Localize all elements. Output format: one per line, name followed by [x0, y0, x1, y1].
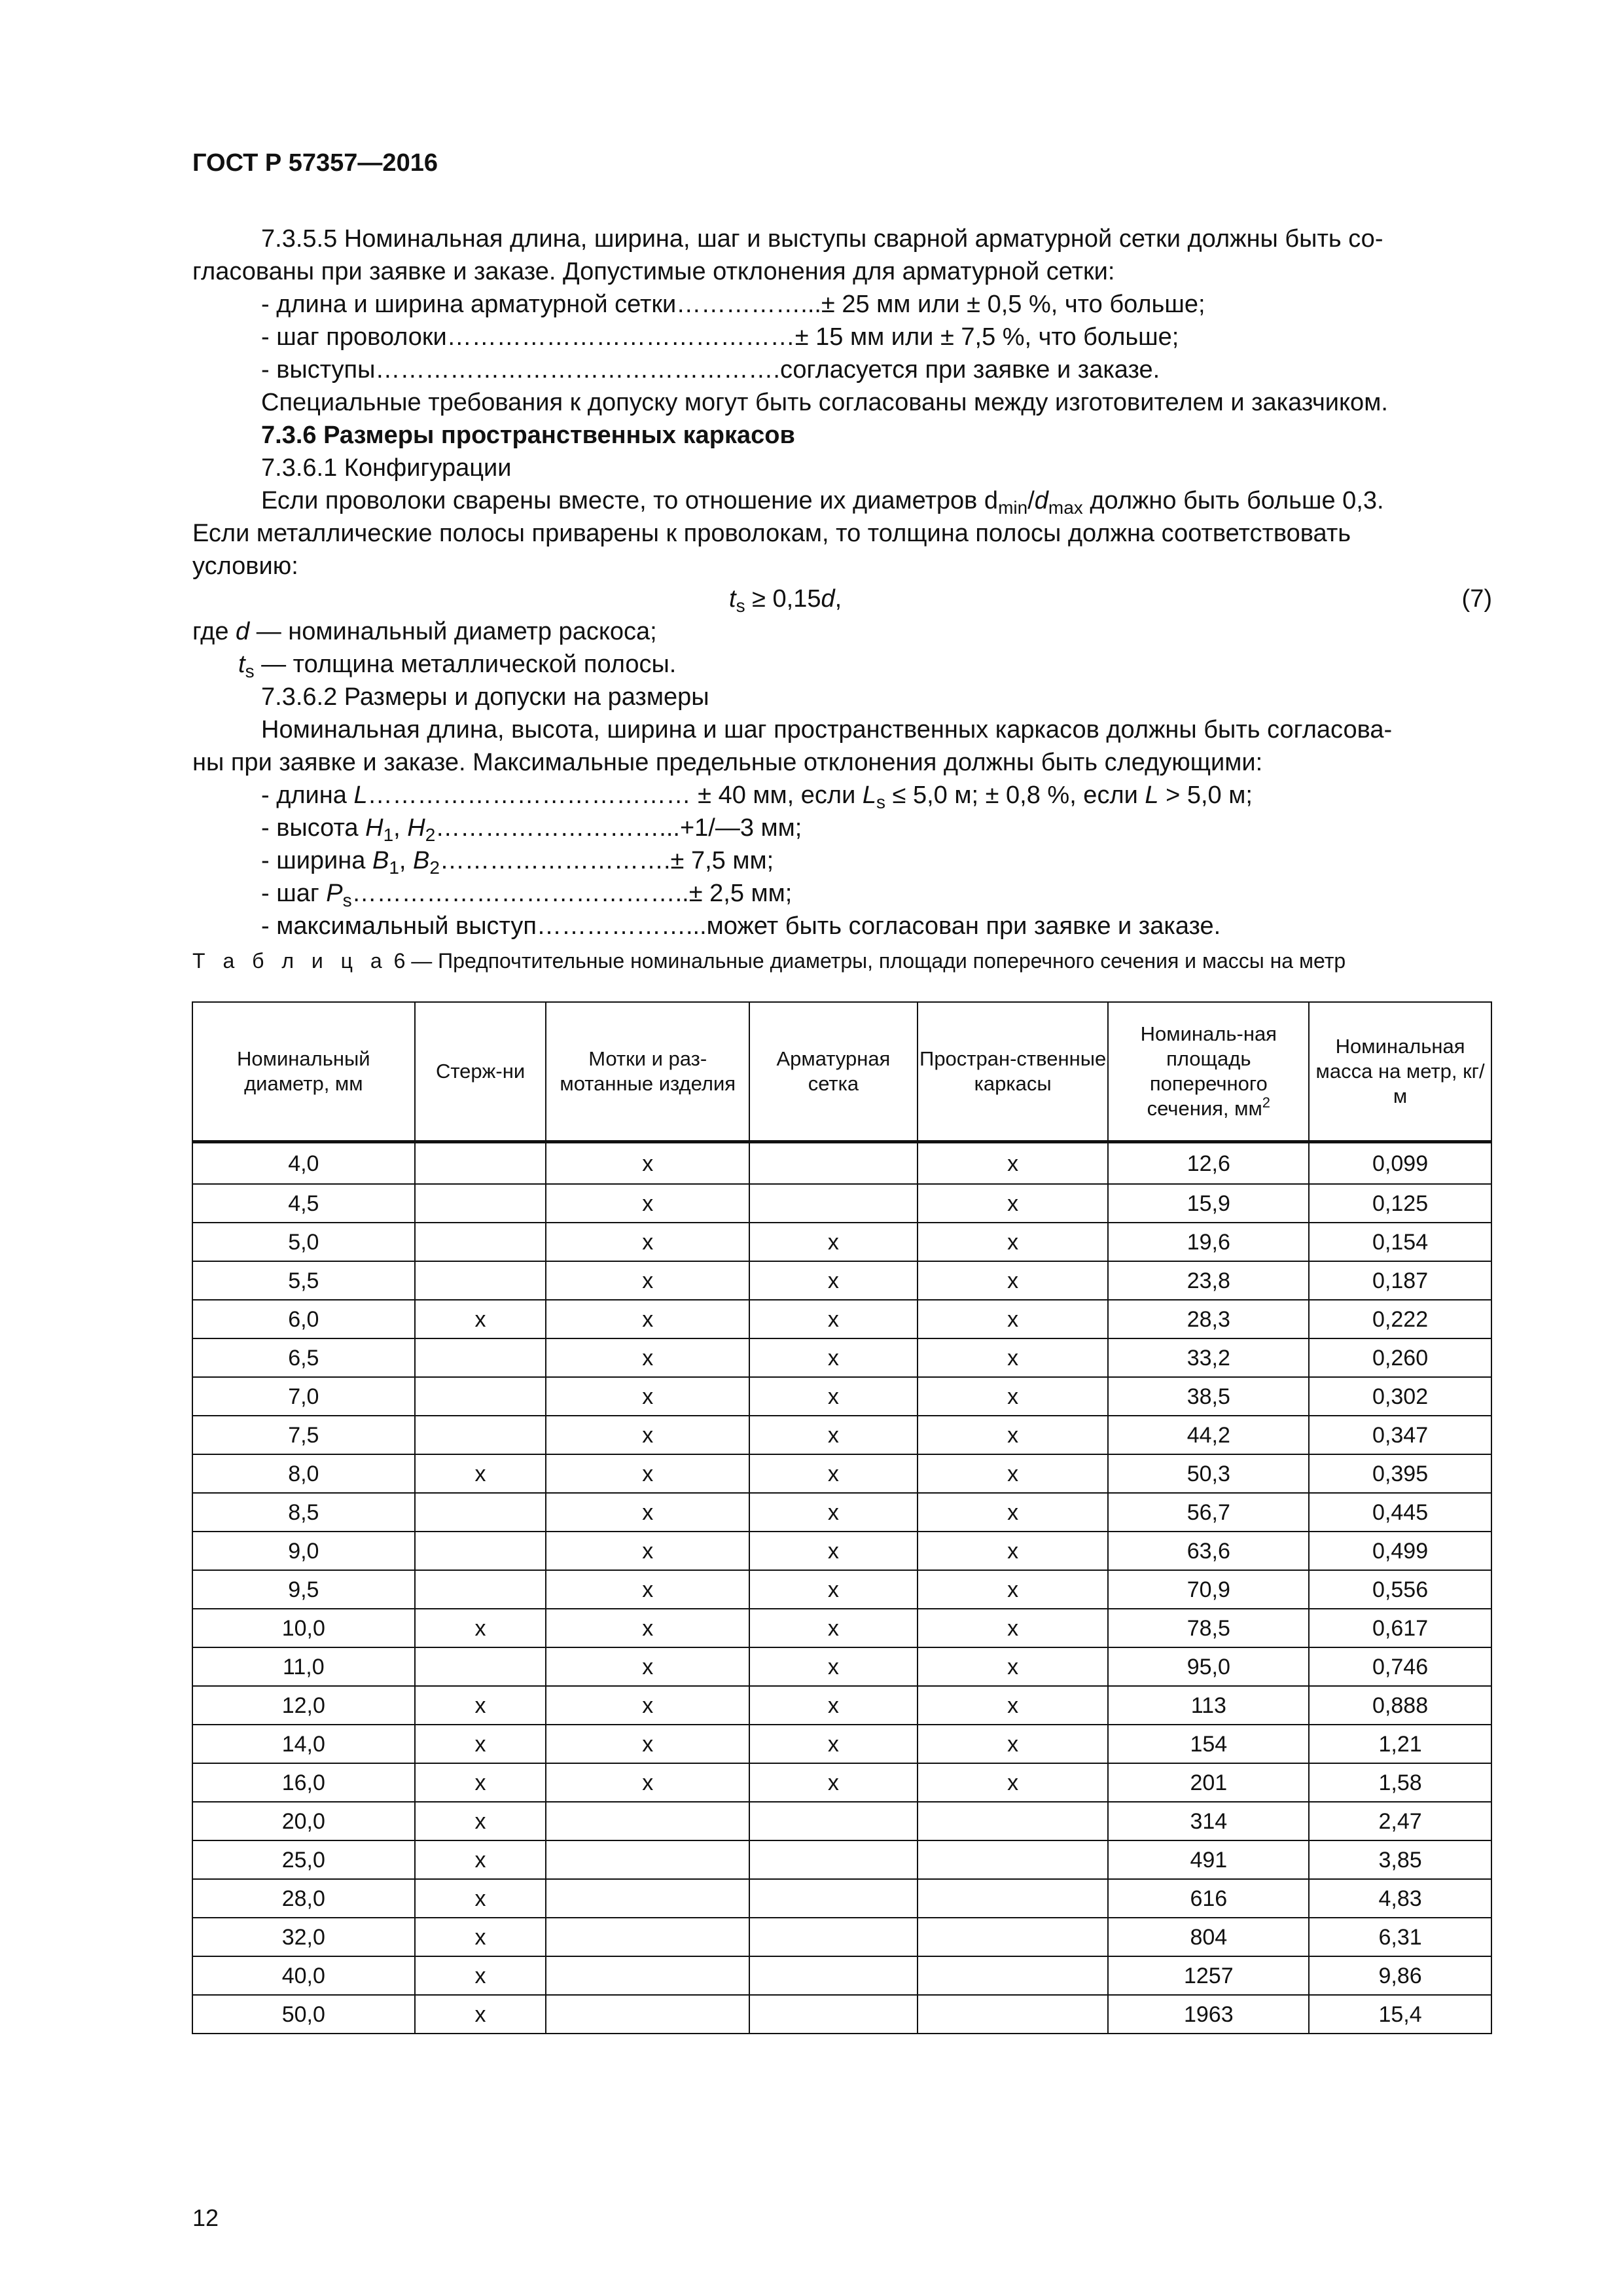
cell-mesh: [749, 1840, 918, 1879]
cell-area: 23,8: [1108, 1261, 1309, 1300]
cell-mass: 3,85: [1309, 1840, 1491, 1879]
text-run: - ширина: [261, 847, 372, 874]
table-row: [192, 1802, 1491, 1840]
table-row: [192, 1377, 1491, 1416]
subscript: s: [245, 661, 255, 681]
table-caption-label: Т а б л и ц а: [192, 949, 388, 973]
cell-mesh: x: [749, 1570, 918, 1609]
text-run: - шаг: [261, 880, 327, 907]
cell-rods: x: [415, 1879, 546, 1918]
paragraph-7355: [192, 223, 1492, 255]
cell-frames: x: [918, 1725, 1109, 1763]
cell-coils: x: [546, 1454, 749, 1493]
text-line: 7.3.5.5 Номинальная длина, ширина, шаг и выступы сварной арматурной сетки должны быть со-: [261, 225, 1383, 253]
cell-area: 12,6: [1108, 1142, 1309, 1185]
cell-mesh: x: [749, 1647, 918, 1686]
cell-mass: 1,21: [1309, 1725, 1491, 1763]
cell-mesh: [749, 1184, 918, 1223]
cell-mass: 0,556: [1309, 1570, 1491, 1609]
text-run: ≤ 5,0 м; ± 0,8 %, если: [885, 781, 1145, 809]
cell-area: 15,9: [1108, 1184, 1309, 1223]
italic-symbol: L: [1145, 781, 1159, 809]
subscript: 2: [425, 825, 436, 845]
header-label: Номиналь-ная площадь поперечного сечения, мм: [1140, 1022, 1277, 1120]
cell-frames: x: [918, 1223, 1109, 1261]
subsection-heading-7362: 7.3.6.2 Размеры и допуски на размеры: [261, 683, 709, 711]
list-item-width: [192, 844, 1492, 877]
cell-frames: [918, 1879, 1109, 1918]
table-row: [192, 1300, 1491, 1338]
cell-rods: x: [415, 1956, 546, 1995]
list-item: - шаг проволоки……………………………………± 15 мм или ± 7,5 %, что больше;: [261, 323, 1179, 351]
cell-diameter: 9,5: [192, 1570, 415, 1609]
cell-mesh: [749, 1995, 918, 2034]
cell-mesh: [749, 1956, 918, 1995]
header-label: Арматурная сетка: [776, 1047, 891, 1095]
paragraph-7355-cont: [192, 255, 1492, 288]
cell-diameter: 11,0: [192, 1647, 415, 1686]
subscript: min: [998, 497, 1028, 518]
cell-coils: x: [546, 1609, 749, 1647]
cell-mesh: x: [749, 1300, 918, 1338]
cell-coils: x: [546, 1763, 749, 1802]
cell-coils: x: [546, 1570, 749, 1609]
cell-coils: x: [546, 1184, 749, 1223]
header-coils: [546, 1002, 749, 1142]
header-label: Простран-ственные каркасы: [919, 1047, 1107, 1095]
table-row: [192, 1879, 1491, 1918]
cell-diameter: 16,0: [192, 1763, 415, 1802]
cell-diameter: 20,0: [192, 1802, 415, 1840]
cell-rods: [415, 1416, 546, 1454]
cell-mesh: x: [749, 1532, 918, 1570]
table-row: [192, 1725, 1491, 1763]
cell-rods: x: [415, 1918, 546, 1956]
cell-mass: 0,302: [1309, 1377, 1491, 1416]
cell-mass: 4,83: [1309, 1879, 1491, 1918]
cell-diameter: 8,0: [192, 1454, 415, 1493]
cell-area: 491: [1108, 1840, 1309, 1879]
cell-area: 28,3: [1108, 1300, 1309, 1338]
cell-rods: x: [415, 1802, 546, 1840]
cell-rods: x: [415, 1454, 546, 1493]
cell-mass: 15,4: [1309, 1995, 1491, 2034]
text-run: ,: [399, 847, 414, 874]
cell-coils: x: [546, 1142, 749, 1185]
cell-area: 1257: [1108, 1956, 1309, 1995]
cell-diameter: 40,0: [192, 1956, 415, 1995]
table-row: [192, 1918, 1491, 1956]
data-table: [192, 1001, 1492, 2034]
cell-diameter: 25,0: [192, 1840, 415, 1879]
text-run: должно быть больше 0,3.: [1082, 487, 1384, 514]
formula-row: [192, 583, 1492, 615]
cell-frames: x: [918, 1184, 1109, 1223]
cell-area: 63,6: [1108, 1532, 1309, 1570]
cell-mesh: x: [749, 1338, 918, 1377]
cell-mass: 0,888: [1309, 1686, 1491, 1725]
cell-rods: [415, 1338, 546, 1377]
cell-coils: x: [546, 1261, 749, 1300]
paragraph-special: Специальные требования к допуску могут быть согласованы между изготовителем и заказчиком.: [261, 389, 1388, 416]
cell-frames: x: [918, 1377, 1109, 1416]
cell-frames: x: [918, 1261, 1109, 1300]
cell-area: 314: [1108, 1802, 1309, 1840]
cell-area: 804: [1108, 1918, 1309, 1956]
section-heading-736: 7.3.6 Размеры пространственных каркасов: [261, 422, 795, 449]
cell-frames: x: [918, 1609, 1109, 1647]
cell-coils: x: [546, 1647, 749, 1686]
cell-mass: 0,187: [1309, 1261, 1491, 1300]
cell-mesh: x: [749, 1261, 918, 1300]
cell-mesh: x: [749, 1763, 918, 1802]
subscript: 1: [389, 857, 399, 878]
table-row: [192, 1647, 1491, 1686]
cell-coils: x: [546, 1493, 749, 1532]
list-item-pitch: [192, 877, 1492, 910]
cell-frames: x: [918, 1300, 1109, 1338]
cell-mesh: [749, 1142, 918, 1185]
cell-rods: x: [415, 1995, 546, 2034]
body-text: [192, 223, 1492, 942]
list-item-height: [192, 812, 1492, 844]
cell-frames: x: [918, 1763, 1109, 1802]
header-label: Стерж-ни: [435, 1060, 526, 1083]
subsection-heading-7361: 7.3.6.1 Конфигурации: [261, 454, 512, 482]
cell-mass: 0,395: [1309, 1454, 1491, 1493]
cell-rods: [415, 1223, 546, 1261]
cell-mass: 0,222: [1309, 1300, 1491, 1338]
list-item: - выступы………………………………………….согласуется при заявке и заказе.: [261, 356, 1160, 384]
cell-coils: x: [546, 1377, 749, 1416]
cell-coils: x: [546, 1300, 749, 1338]
cell-area: 154: [1108, 1725, 1309, 1763]
cell-mass: 0,746: [1309, 1647, 1491, 1686]
list-item: - длина и ширина арматурной сетки……………...± 25 мм или ± 0,5 %, что больше;: [261, 291, 1205, 318]
header-label: Номинальный диаметр, мм: [237, 1047, 370, 1095]
italic-symbol: d: [1034, 487, 1048, 514]
cell-diameter: 7,5: [192, 1416, 415, 1454]
cell-diameter: 10,0: [192, 1609, 415, 1647]
cell-coils: [546, 1840, 749, 1879]
cell-area: 50,3: [1108, 1454, 1309, 1493]
cell-area: 78,5: [1108, 1609, 1309, 1647]
cell-area: 38,5: [1108, 1377, 1309, 1416]
text-run: ≥ 0,15: [745, 585, 821, 613]
text-run: - высота: [261, 814, 366, 842]
cell-mesh: x: [749, 1454, 918, 1493]
subscript: s: [876, 792, 886, 812]
table-caption-text: 6 — Предпочтительные номинальные диаметры, площади поперечного сечения и массы на метр: [387, 949, 1346, 973]
cell-mass: 9,86: [1309, 1956, 1491, 1995]
cell-area: 1963: [1108, 1995, 1309, 2034]
subscript: max: [1048, 497, 1083, 518]
cell-rods: [415, 1532, 546, 1570]
cell-coils: [546, 1802, 749, 1840]
cell-rods: x: [415, 1725, 546, 1763]
cell-area: 44,2: [1108, 1416, 1309, 1454]
text-run: — номинальный диаметр раскоса;: [249, 618, 657, 645]
cell-area: 95,0: [1108, 1647, 1309, 1686]
table-row: [192, 1956, 1491, 1995]
ts-definition: [192, 648, 1492, 681]
cell-coils: [546, 1918, 749, 1956]
cell-diameter: 7,0: [192, 1377, 415, 1416]
italic-symbol: H: [365, 814, 383, 842]
cell-rods: x: [415, 1763, 546, 1802]
table-row: [192, 1261, 1491, 1300]
cell-frames: [918, 1995, 1109, 2034]
cell-area: 201: [1108, 1763, 1309, 1802]
cell-diameter: 8,5: [192, 1493, 415, 1532]
cell-area: 616: [1108, 1879, 1309, 1918]
cell-rods: [415, 1184, 546, 1223]
table-caption: [192, 949, 1346, 973]
text-run: ………………………...+1/—3 мм;: [435, 814, 802, 842]
paragraph-strip-cont: условию:: [192, 552, 298, 580]
cell-mesh: x: [749, 1686, 918, 1725]
cell-mesh: [749, 1918, 918, 1956]
subscript: 1: [383, 825, 394, 845]
cell-mesh: [749, 1879, 918, 1918]
header-rods: [415, 1002, 546, 1142]
cell-rods: x: [415, 1840, 546, 1879]
italic-symbol: d: [821, 585, 835, 613]
cell-mass: 2,47: [1309, 1802, 1491, 1840]
cell-frames: x: [918, 1532, 1109, 1570]
subscript: s: [342, 890, 352, 910]
cell-mesh: x: [749, 1609, 918, 1647]
table-row: [192, 1609, 1491, 1647]
cell-diameter: 50,0: [192, 1995, 415, 2034]
cell-diameter: 9,0: [192, 1532, 415, 1570]
cell-mesh: x: [749, 1416, 918, 1454]
cell-mesh: x: [749, 1223, 918, 1261]
cell-mass: 0,499: [1309, 1532, 1491, 1570]
cell-frames: [918, 1956, 1109, 1995]
cell-diameter: 5,0: [192, 1223, 415, 1261]
subscript: 2: [429, 857, 440, 878]
cell-frames: [918, 1802, 1109, 1840]
cell-coils: x: [546, 1532, 749, 1570]
cell-mass: 0,099: [1309, 1142, 1491, 1185]
cell-coils: x: [546, 1223, 749, 1261]
superscript: 2: [1262, 1094, 1271, 1111]
table-row: [192, 1995, 1491, 2034]
italic-symbol: L: [862, 781, 877, 809]
paragraph-nominal: Номинальная длина, высота, ширина и шаг пространственных каркасов должны быть согласова-: [261, 716, 1393, 744]
italic-symbol: t: [238, 651, 245, 678]
cell-mass: 0,445: [1309, 1493, 1491, 1532]
header-diameter: [192, 1002, 415, 1142]
text-run: ………………………………… ± 40 мм, если: [367, 781, 863, 809]
cell-mass: 0,347: [1309, 1416, 1491, 1454]
table-row: [192, 1223, 1491, 1261]
header-mesh: [749, 1002, 918, 1142]
cell-area: 70,9: [1108, 1570, 1309, 1609]
italic-symbol: d: [236, 618, 250, 645]
cell-rods: x: [415, 1686, 546, 1725]
text-line: гласованы при заявке и заказе. Допустимые отклонения для арматурной сетки:: [192, 258, 1115, 285]
cell-diameter: 6,5: [192, 1338, 415, 1377]
text-run: > 5,0 м;: [1158, 781, 1253, 809]
cell-coils: [546, 1995, 749, 2034]
cell-mass: 0,125: [1309, 1184, 1491, 1223]
cell-coils: [546, 1879, 749, 1918]
cell-area: 113: [1108, 1686, 1309, 1725]
text-run: - длина: [261, 781, 354, 809]
cell-area: 19,6: [1108, 1223, 1309, 1261]
formula-number: (7): [1461, 585, 1492, 613]
cell-mesh: x: [749, 1377, 918, 1416]
table-row: [192, 1454, 1491, 1493]
text-run: …………………………………..± 2,5 мм;: [351, 880, 793, 907]
cell-rods: [415, 1377, 546, 1416]
italic-symbol: P: [326, 880, 343, 907]
cell-frames: x: [918, 1570, 1109, 1609]
table-header-row: [192, 1002, 1491, 1142]
text-run: Если проволоки сварены вместе, то отношение их диаметров d: [261, 487, 999, 514]
table-row: [192, 1570, 1491, 1609]
cell-diameter: 4,0: [192, 1142, 415, 1185]
cell-area: 56,7: [1108, 1493, 1309, 1532]
cell-mass: 0,617: [1309, 1609, 1491, 1647]
text-run: ……………………….± 7,5 мм;: [439, 847, 774, 874]
cell-coils: x: [546, 1416, 749, 1454]
table-row: [192, 1763, 1491, 1802]
cell-mesh: x: [749, 1725, 918, 1763]
header-area: [1108, 1002, 1309, 1142]
cell-diameter: 14,0: [192, 1725, 415, 1763]
table-row: [192, 1184, 1491, 1223]
table-row: [192, 1416, 1491, 1454]
cell-diameter: 32,0: [192, 1918, 415, 1956]
cell-rods: x: [415, 1609, 546, 1647]
cell-frames: x: [918, 1142, 1109, 1185]
table-row: [192, 1686, 1491, 1725]
text-run: — толщина металлической полосы.: [254, 651, 677, 678]
cell-mesh: x: [749, 1493, 918, 1532]
paragraph-strip: Если металлические полосы приварены к проволокам, то толщина полосы должна соответствовать: [192, 520, 1351, 547]
subscript: s: [736, 596, 745, 616]
table-body: [192, 1142, 1491, 2034]
cell-coils: x: [546, 1725, 749, 1763]
cell-diameter: 12,0: [192, 1686, 415, 1725]
header-mass: [1309, 1002, 1491, 1142]
cell-rods: x: [415, 1300, 546, 1338]
cell-frames: x: [918, 1416, 1109, 1454]
cell-rods: [415, 1647, 546, 1686]
header-label: Мотки и раз-мотанные изделия: [560, 1047, 736, 1095]
italic-symbol: B: [413, 847, 430, 874]
cell-mass: 6,31: [1309, 1918, 1491, 1956]
cell-frames: x: [918, 1493, 1109, 1532]
cell-mass: 1,58: [1309, 1763, 1491, 1802]
table-row: [192, 1338, 1491, 1377]
cell-rods: [415, 1493, 546, 1532]
page-number: 12: [192, 2204, 219, 2231]
cell-frames: [918, 1918, 1109, 1956]
cell-diameter: 6,0: [192, 1300, 415, 1338]
italic-symbol: t: [729, 585, 736, 613]
italic-symbol: B: [372, 847, 389, 874]
cell-coils: x: [546, 1338, 749, 1377]
table-row: [192, 1142, 1491, 1185]
cell-diameter: 5,5: [192, 1261, 415, 1300]
text-run: где: [192, 618, 236, 645]
cell-diameter: 4,5: [192, 1184, 415, 1223]
table-row: [192, 1532, 1491, 1570]
formula: [729, 583, 842, 615]
cell-rods: [415, 1142, 546, 1185]
cell-area: 33,2: [1108, 1338, 1309, 1377]
header-frames: [918, 1002, 1109, 1142]
text-run: ,: [834, 585, 842, 613]
document-header: ГОСТ Р 57357—2016: [192, 149, 438, 177]
cell-rods: [415, 1261, 546, 1300]
cell-coils: [546, 1956, 749, 1995]
italic-symbol: H: [407, 814, 425, 842]
cell-frames: x: [918, 1686, 1109, 1725]
list-item-length: [192, 779, 1492, 812]
paragraph-nominal-cont: ны при заявке и заказе. Максимальные предельные отклонения должны быть следующими:: [192, 749, 1263, 776]
cell-diameter: 28,0: [192, 1879, 415, 1918]
cell-mass: 0,154: [1309, 1223, 1491, 1261]
paragraph-condition: [192, 484, 1492, 517]
italic-symbol: L: [353, 781, 368, 809]
where-line: [192, 615, 1492, 648]
cell-mass: 0,260: [1309, 1338, 1491, 1377]
text-run: ,: [393, 814, 408, 842]
cell-coils: x: [546, 1686, 749, 1725]
table-row: [192, 1493, 1491, 1532]
table-row: [192, 1840, 1491, 1879]
cell-frames: [918, 1840, 1109, 1879]
list-item-max-overhang: - максимальный выступ………………...может быть согласован при заявке и заказе.: [261, 912, 1221, 940]
cell-rods: [415, 1570, 546, 1609]
cell-mesh: [749, 1802, 918, 1840]
cell-frames: x: [918, 1338, 1109, 1377]
cell-frames: x: [918, 1647, 1109, 1686]
header-label: Номинальная масса на метр, кг/м: [1315, 1035, 1485, 1107]
text-run: /: [1027, 487, 1035, 514]
cell-frames: x: [918, 1454, 1109, 1493]
